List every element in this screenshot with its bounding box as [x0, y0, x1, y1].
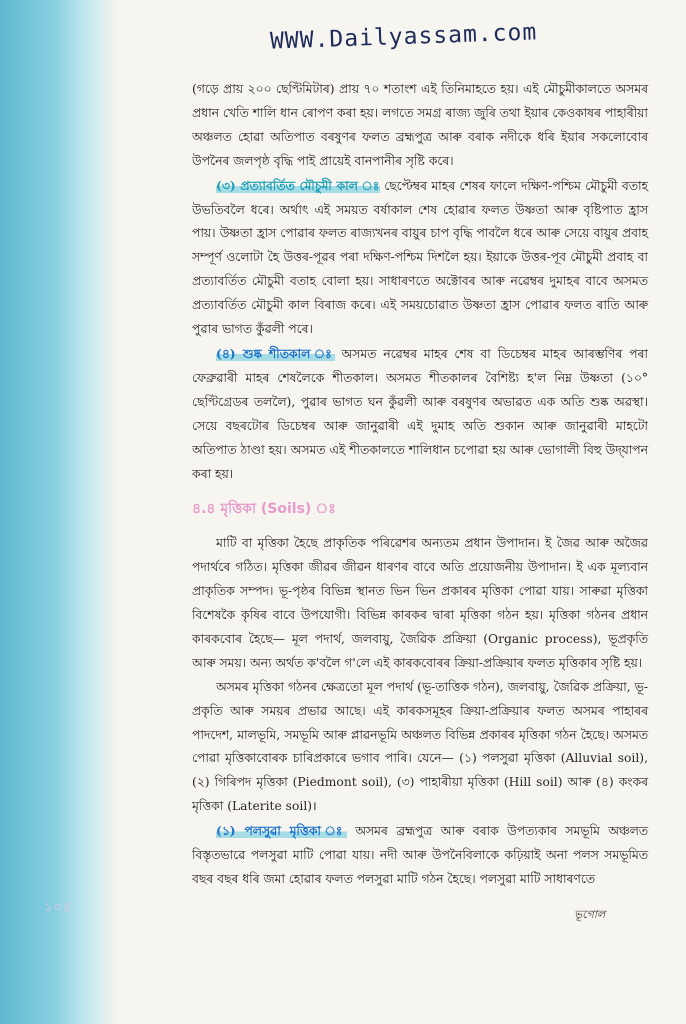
paragraph-alluvial-soil	[192, 819, 648, 892]
paragraph-assam-soil-types: অসমৰ মৃত্তিকা গঠনৰ ক্ষেত্ৰতো মূল পদাৰ্থ (ভূ-তাত্তিক গঠন), জলবায়ু, জৈৱিক প্ৰক্ৰিয়া, ভূ-প্ৰকৃতি আৰু সময়ৰ প্ৰভাৱ আছে। এই কাৰকসমূহৰ ক্ৰিয়া-প্ৰক্ৰিয়াৰ ফলত অসমৰ পাহাৰৰ পাদদেশ, মালভূমি, সমভূমি আৰু প্লাৱনভূমি অঞ্চলত বিভিন্ন প্ৰকাৰৰ মৃত্তিকা গঠন হৈছে। অসমত পোৱা মৃত্তিকাবোৰক চাৰিপ্ৰকাৰে ভগাব পাৰি। যেনে— (১) পলসুৱা মৃত্তিকা (Alluvial soil), (২) গিৰিপদ মৃত্তিকা (Piedmont soil), (৩) পাহাৰীয়া মৃত্তিকা (Hill soil) আৰু (৪) কংকৰ মৃত্তিকা (Laterite soil)।	[192, 679, 648, 814]
page-content	[192, 78, 648, 892]
heading-dry-winter: (৪) শুষ্ক শীতকাল ঃ	[216, 345, 335, 361]
margin-highlight-band	[0, 0, 118, 1024]
paragraph-soil-intro: মাটি বা মৃত্তিকা হৈছে প্ৰাকৃতিক পৰিৱেশৰ অন্যতম প্ৰধান উপাদান। ই জৈৱ আৰু অজৈৱ পদাৰ্থৰে গঠিত। মৃত্তিকা জীৱৰ জীৱন ধাৰণৰ বাবে অতি প্ৰয়োজনীয় উপাদান। ই এক মূল্যবান প্ৰাকৃতিক সম্পদ। ভূ-পৃষ্ঠৰ বিভিন্ন স্থানত ভিন ভিন প্ৰকাৰৰ মৃত্তিকা পোৱা যায়। সাৰুৱা মৃত্তিকা বিশেষকৈ কৃষিৰ বাবে উপযোগী। বিভিন্ন কাৰকৰ দ্বাৰা মৃত্তিকা গঠন হয়। মৃত্তিকা গঠনৰ প্ৰধান কাৰকবোৰ হৈছে— মূল পদাৰ্থ, জলবায়ু, জৈৱিক প্ৰক্ৰিয়া (Organic process), ভূপ্ৰকৃতি আৰু সময়। অন্য অৰ্থত ক'বলৈ গ'লে এই কাৰকবোৰৰ ক্ৰিয়া-প্ৰক্ৰিয়াৰ ফলত মৃত্তিকাৰ সৃষ্টি হয়।	[192, 536, 648, 670]
paragraph-dry-winter	[192, 342, 648, 486]
text-retreating-monsoon: ছেপ্টেম্বৰ মাহৰ শেষৰ ফালে দক্ষিণ-পশ্চিম মৌচুমী বতাহ উভতিবলৈ ধৰে। অৰ্থাৎ এই সময়ত বৰ্ষাকাল শেষ হোৱাৰ ফলত উষ্ণতা আৰু বৃষ্টিপাত হ্ৰাস পায়। উষ্ণতা হ্ৰাস পোৱাৰ ফলত ৰাজ্যখনৰ বায়ুৰ চাপ বৃদ্ধি পাবলৈ ধৰে আৰু সেয়ে বায়ুৰ প্ৰবাহ সম্পূৰ্ণ ওলোটা হৈ উত্তৰ-পূৱৰ পৰা দক্ষিণ-পশ্চিম দিশলৈ হয়। ইয়াকে উত্তৰ-পূব মৌচুমী প্ৰবাহ বা প্ৰত্যাবৰ্তিত মৌচুমী বতাহ বোলা হয়। সাধাৰণতে অক্টোবৰ আৰু নৱেম্বৰ দুমাহৰ বাবে অসমত প্ৰত্যাবৰ্তিত মৌচুমী কাল বিৰাজ কৰে। এই সময়চোৱাত উষ্ণতা হ্ৰাস পোৱাৰ ফলত ৰাতি আৰু পুৱাৰ ভাগত কুঁৱলী পৰে।	[192, 178, 649, 337]
text-alluvial-soil: অসমৰ ব্ৰহ্মপুত্ৰ আৰু বৰাক উপত্যকাৰ সমভূমি অঞ্চলত বিস্তৃতভাৱে পলসুৱা মাটি পোৱা যায়। নদী আৰু উপনৈবিলাকে কঢ়িয়াই অনা পলস সমভূমিত বছৰ বছৰ ধৰি জমা হোৱাৰ ফলত পলসুৱা মাটি গঠন হৈছে। পলসুৱা মাটি সাধাৰণতে	[192, 824, 649, 886]
paragraph-monsoon-rainfall: (গড়ে প্ৰায় ২০০ ছেণ্টিমিটাৰ) প্ৰায় ৭০ শতাংশ এই তিনিমাহতে হয়। এই মৌচুমীকালতে অসমৰ প্ৰধান খেতি শালি ধান ৰোপণ কৰা হয়। লগতে সমগ্ৰ ৰাজ্য জুৰি তথা ইয়াৰ কেওকাষৰ পাহাৰীয়া অঞ্চলত হোৱা অতিপাত বৰষুণৰ ফলত ব্ৰহ্মপুত্ৰ আৰু বৰাক নদীকে ধৰি ইয়াৰ সকলোবোৰ উপনৈৰ জলপৃষ্ঠ বৃদ্ধি পাই প্ৰায়েই বানপানীৰ সৃষ্টি কৰে।	[192, 82, 648, 168]
section-title-soils: ৪.৪ মৃত্তিকা (Soils) ঃ	[192, 501, 336, 518]
watermark-text: WWW.Dailyassam.com	[269, 19, 538, 55]
footer-subject: ভূগোল	[574, 908, 606, 921]
text-dry-winter: অসমত নৱেম্বৰ মাহৰ শেষ বা ডিচেম্বৰ মাহৰ আৰম্ভণিৰ পৰা ফেব্ৰুৱাৰী মাহৰ শেষলৈকে শীতকাল। অসমত শীতকালৰ বৈশিষ্ট্য হ'ল নিম্ন উষ্ণতা (১০° ছেণ্টিগ্ৰেডৰ তললৈ), পুৱাৰ ভাগত ঘন কুঁৱলী আৰু বৰষুণৰ অভাৱত এক অতি শুষ্ক অৱস্থা। সেয়ে বছৰটোৰ ডিচেম্বৰ আৰু জানুৱাৰী এই দুমাহ অতি শুকান আৰু জানুৱাৰী মাহটো অতিপাত ঠাণ্ডা হয়। অসমত এই শীতকালতে শালিধান চপোৱা হয় আৰু ভোগালী বিহু উদ্‌যাপন কৰা হয়।	[192, 346, 648, 481]
paragraph-retreating-monsoon	[192, 174, 648, 342]
page-number: ১০৪	[44, 900, 73, 915]
heading-alluvial-soil: (১) পলসুৱা মৃত্তিকা ঃ	[216, 823, 347, 839]
heading-retreating-monsoon: (৩) প্ৰত্যাবৰ্তিত মৌচুমী কাল ঃ	[216, 177, 380, 193]
